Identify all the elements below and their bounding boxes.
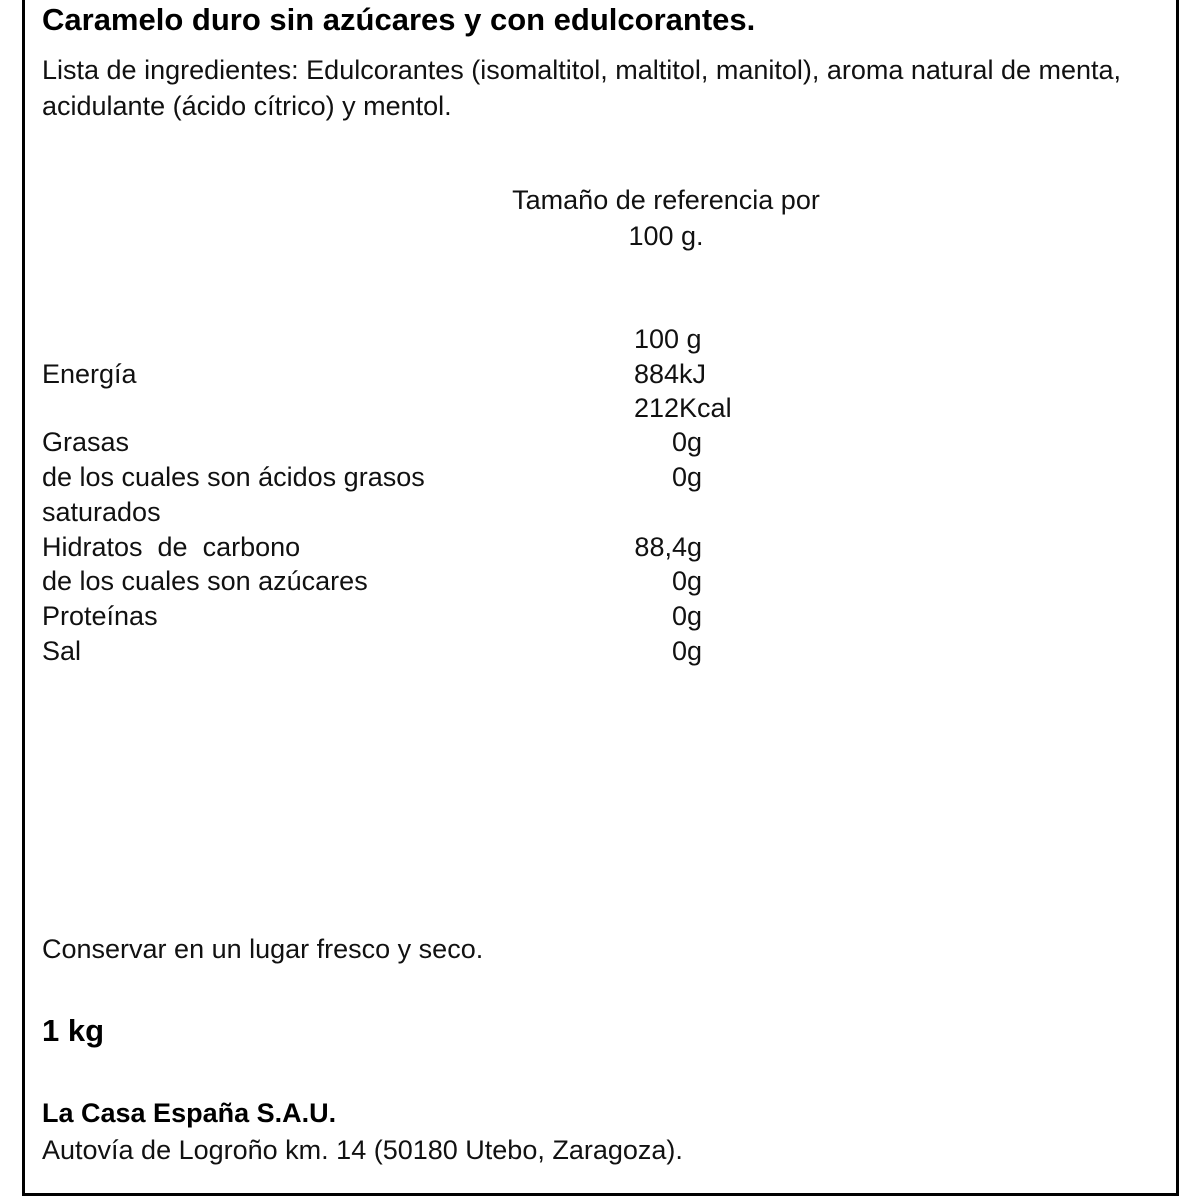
fat-value: 0g — [671, 427, 702, 457]
carbohydrates-label: Hidratos de carbono — [42, 532, 301, 562]
reference-size — [466, 182, 866, 254]
saturated-fat-label-cont: saturados — [42, 497, 161, 527]
sugars-value: 0g — [671, 566, 702, 596]
company-name: La Casa España S.A.U. — [42, 1098, 337, 1128]
carbohydrates-value: 88,4g — [634, 532, 702, 562]
protein-label: Proteínas — [42, 601, 158, 631]
nutrition-column-header: 100 g — [634, 324, 702, 354]
label-frame — [22, 0, 1179, 1196]
saturated-fat-label: de los cuales son ácidos grasos — [42, 462, 425, 492]
protein-value: 0g — [671, 601, 702, 631]
reference-size-line1: Tamaño de referencia por — [512, 185, 820, 215]
fat-label: Grasas — [42, 427, 130, 457]
product-title: Caramelo duro sin azúcares y con edulcorantes. — [42, 2, 756, 37]
company-address: Autovía de Logroño km. 14 (50180 Utebo, Zaragoza). — [42, 1135, 683, 1165]
ingredients-list: Lista de ingredientes: Edulcorantes (isomaltitol, maltitol, manitol), aroma natural de menta, acidulante (ácido cítrico) y mentol. — [42, 55, 1122, 121]
storage-instructions: Conservar en un lugar fresco y seco. — [42, 934, 484, 964]
energy-label: Energía — [42, 359, 137, 389]
net-weight: 1 kg — [42, 1013, 105, 1048]
reference-size-line2: 100 g. — [628, 221, 704, 251]
saturated-fat-value: 0g — [671, 462, 702, 492]
energy-kcal: 212Kcal — [634, 393, 732, 423]
salt-label: Sal — [42, 636, 82, 666]
salt-value: 0g — [671, 636, 702, 666]
sugars-label: de los cuales son azúcares — [42, 566, 368, 596]
energy-kj: 884kJ — [634, 359, 707, 389]
